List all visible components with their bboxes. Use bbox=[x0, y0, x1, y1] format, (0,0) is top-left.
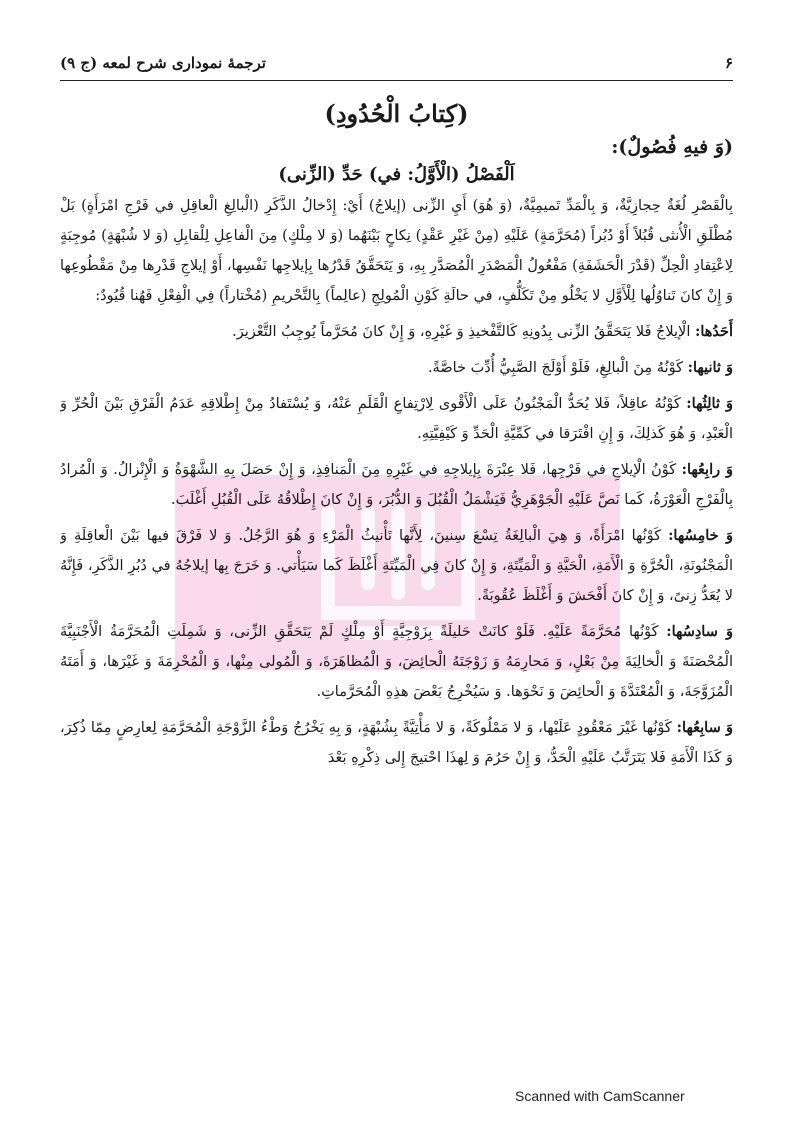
paragraph-first bbox=[60, 317, 733, 347]
book-title: ترجمهٔ نموداری شرح لمعه (ج ۹) bbox=[60, 54, 266, 72]
paragraph-lead: وَ سادِسُها: bbox=[666, 623, 733, 640]
section-title: اَلْفَصْلُ (الْأَوَّلُ: في) حَدِّ (الزِّنى) bbox=[278, 164, 515, 185]
paragraph-lead: وَ سابِعُها: bbox=[676, 719, 733, 736]
paragraph-fifth bbox=[60, 521, 733, 611]
paragraph-text: كَوْنُهُ عاقِلاً، فَلا يُحَدُّ الْمَجْنُونُ عَلَى الْأَقْوى لِارْتِفاعِ الْقَلَمِ عَنْهُ، وَ يُسْتَفادُ مِنْ إِطْلاقِهِ عَدَمُ الْفَرْقِ بَيْنَ الْحُرِّ وَ الْعَبْدِ، وَ هُوَ كَذلِكَ، وَ إِنِ افْتَرَقا في كَمِّيَّةِ الْحَدِّ وَ كَيْفِيَّتِهِ. bbox=[60, 396, 733, 442]
scanner-footer: Scanned with CamScanner bbox=[515, 1088, 685, 1104]
main-content bbox=[60, 95, 733, 995]
paragraph-lead: وَ ثانيها: bbox=[687, 359, 733, 376]
chapter-subtitle: (وَ فيهِ فُصُولٌ): bbox=[611, 136, 733, 158]
paragraph-third bbox=[60, 389, 733, 449]
paragraph-lead: وَ رابِعُها: bbox=[681, 461, 733, 478]
paragraph-second bbox=[60, 353, 733, 383]
paragraph-lead: وَ ثالِثُها: bbox=[686, 395, 733, 412]
paragraph-fourth bbox=[60, 455, 733, 515]
paragraph-seventh bbox=[60, 713, 733, 773]
paragraph-text: كَوْنُ الْإيلاجِ في فَرْجِها، فَلا عِبْرَةَ بِإيلاجِهِ في غَيْرِهِ مِنَ الْمَنافِذِ، وَ إِنْ حَصَلَ بِهِ الشَّهْوَةُ وَ الْإِنْزالُ. وَ الْمُرادُ بِالْفَرْجِ الْعَوْرَةُ، كَما نَصَّ عَلَيْهِ الْجَوْهَرِيُّ فَيَشْمَلُ الْقُبُلَ وَ الدُّبُرَ، وَ إِنْ كانَ إِطْلاقُهُ عَلَى الْقُبُلِ أَغْلَبَ. bbox=[60, 462, 733, 508]
paragraph-text: كَوْنُها امْرَأَةً، وَ هِيَ الْبالِغَةُ تِسْعَ سِنينَ، لِأَنَّها تَأْنيثُ الْمَرْءِ وَ هُوَ الرَّجُلُ. وَ لا فَرْقَ فيها بَيْنَ الْعاقِلَةِ وَ الْمَجْنُونَةِ، الْحُرَّةِ وَ الْأَمَةِ، الْحَيَّةِ وَ الْمَيِّتَةِ، وَ إِنْ كانَ فِي الْمَيِّتَةِ أَغْلَظَ كَما سَيَأْتي. وَ خَرَجَ بِها إيلاجُهُ في دُبُرِ الذَّكَرِ، فَإِنَّهُ لا يُعَدُّ زِنىً، وَ إِنْ كانَ أَفْحَشَ وَ أَغْلَظَ عُقُوبَةً. bbox=[60, 528, 733, 604]
paragraph-text: كَوْنُها غَيْرَ مَعْقُودٍ عَلَيْها، وَ لا مَمْلُوكَةً، وَ لا مَأْتِيَّةً بِشُبْهَةٍ، وَ بِهِ يَخْرُجُ وَطْءُ الزَّوْجَةِ الْمُحَرَّمَةِ لِعارِضٍ مِمّا ذُكِرَ، وَ كَذَا الْأَمَةِ فَلا يَتَرَتَّبُ عَلَيْهِ الْحَدُّ، وَ إِنْ حَرُمَ وَ لِهذَا احْتيجَ إِلى ذِكْرِهِ بَعْدَ bbox=[60, 720, 733, 766]
paragraph-text: كَوْنُهُ مِنَ الْبالِغِ، فَلَوْ أَوْلَجَ الصَّبِيُّ أُدِّبَ خاصَّةً. bbox=[427, 360, 684, 376]
header-rule bbox=[60, 80, 733, 81]
page-header bbox=[60, 48, 733, 78]
paragraph-text: الْإيلاجُ فَلا يَتَحَقَّقُ الزِّنى بِدُونِهِ كَالتَّفْخيذِ وَ غَيْرِهِ، وَ إِنْ كانَ مُحَرَّماً يُوجِبُ التَّعْزيرَ. bbox=[232, 324, 691, 340]
paragraph-text: كَوْنُها مُحَرَّمَةً عَلَيْهِ. فَلَوْ كانَتْ حَليلَةً بِزَوْجِيَّةٍ أَوْ مِلْكٍ لَمْ يَتَحَقَّقِ الزِّنى، وَ شَمِلَتِ الْمُحَرَّمَةُ الْأَجْنَبِيَّةَ الْمُحْصَنَةَ وَ الْخالِيَةَ مِنْ بَعْلٍ، وَ مَحارِمَهُ وَ زَوْجَتَهُ الْحائِضَ، وَ الْمُظاهَرَةَ، وَ الْمُولى مِنْها، وَ الْمُحْرِمَةَ وَ غَيْرَها، وَ أَمَتَهُ الْمُزَوَّجَةَ، وَ الْمُعْتَدَّةَ وَ الْحائِضَ وَ نَحْوَها. وَ سَيُخْرِجُ بَعْضَ هذِهِ الْمُحَرَّماتِ. bbox=[60, 624, 733, 700]
chapter-title: (كِتابُ الْحُدُودِ) bbox=[324, 99, 469, 128]
paragraph-text: بِالْقَصْرِ لُغَةٌ حِجازِيَّةٌ، وَ بِالْمَدِّ تَميمِيَّةٌ، (وَ هُوَ) أَيِ الزِّنى (إيلاجُ) أَيْ: إِدْخالُ الذَّكَرِ (الْبالِغِ الْعاقِلِ في فَرْجِ امْرَأَةٍ) بَلْ مُطْلَقِ الْأُنثى قُبُلاً أَوْ دُبُراً (مُحَرَّمَةٍ) عَلَيْهِ (مِنْ غَيْرِ عَقْدٍ) نِكاحٍ بَيْنَهُما (وَ لا مِلْكٍ) مِنَ الْفاعِلِ لِلْقابِلِ (وَ لا شُبْهَةٍ) مُوجِبَةٍ لِاعْتِقادِ الْحِلِّ (قَدْرَ الْحَشَفَةِ) مَفْعُولُ الْمَصْدَرِ الْمُصَدَّرِ بِهِ، وَ يَتَحَقَّقُ قَدْرُها بِإيلاجِها نَفْسِها، أَوْ إيلاجِ قَدْرِها مِنْ مَقْطُوعِها وَ إِنْ كانَ تَناوُلُها لِلْأَوَّلِ لا يَخْلُو مِنْ تَكَلُّفٍ، في حالَةِ كَوْنِ الْمُولِجِ (عالِماً) بِالتَّحْريمِ (مُخْتاراً) فِي الْفِعْلِ فَهُنا قُيُودٌ: bbox=[60, 198, 733, 304]
paragraph-sixth bbox=[60, 617, 733, 707]
paragraph-intro bbox=[60, 191, 733, 311]
paragraph-lead: وَ خامِسُها: bbox=[668, 527, 733, 544]
page-number: ۶ bbox=[724, 54, 733, 72]
paragraph-lead: أَحَدُها: bbox=[694, 323, 733, 340]
